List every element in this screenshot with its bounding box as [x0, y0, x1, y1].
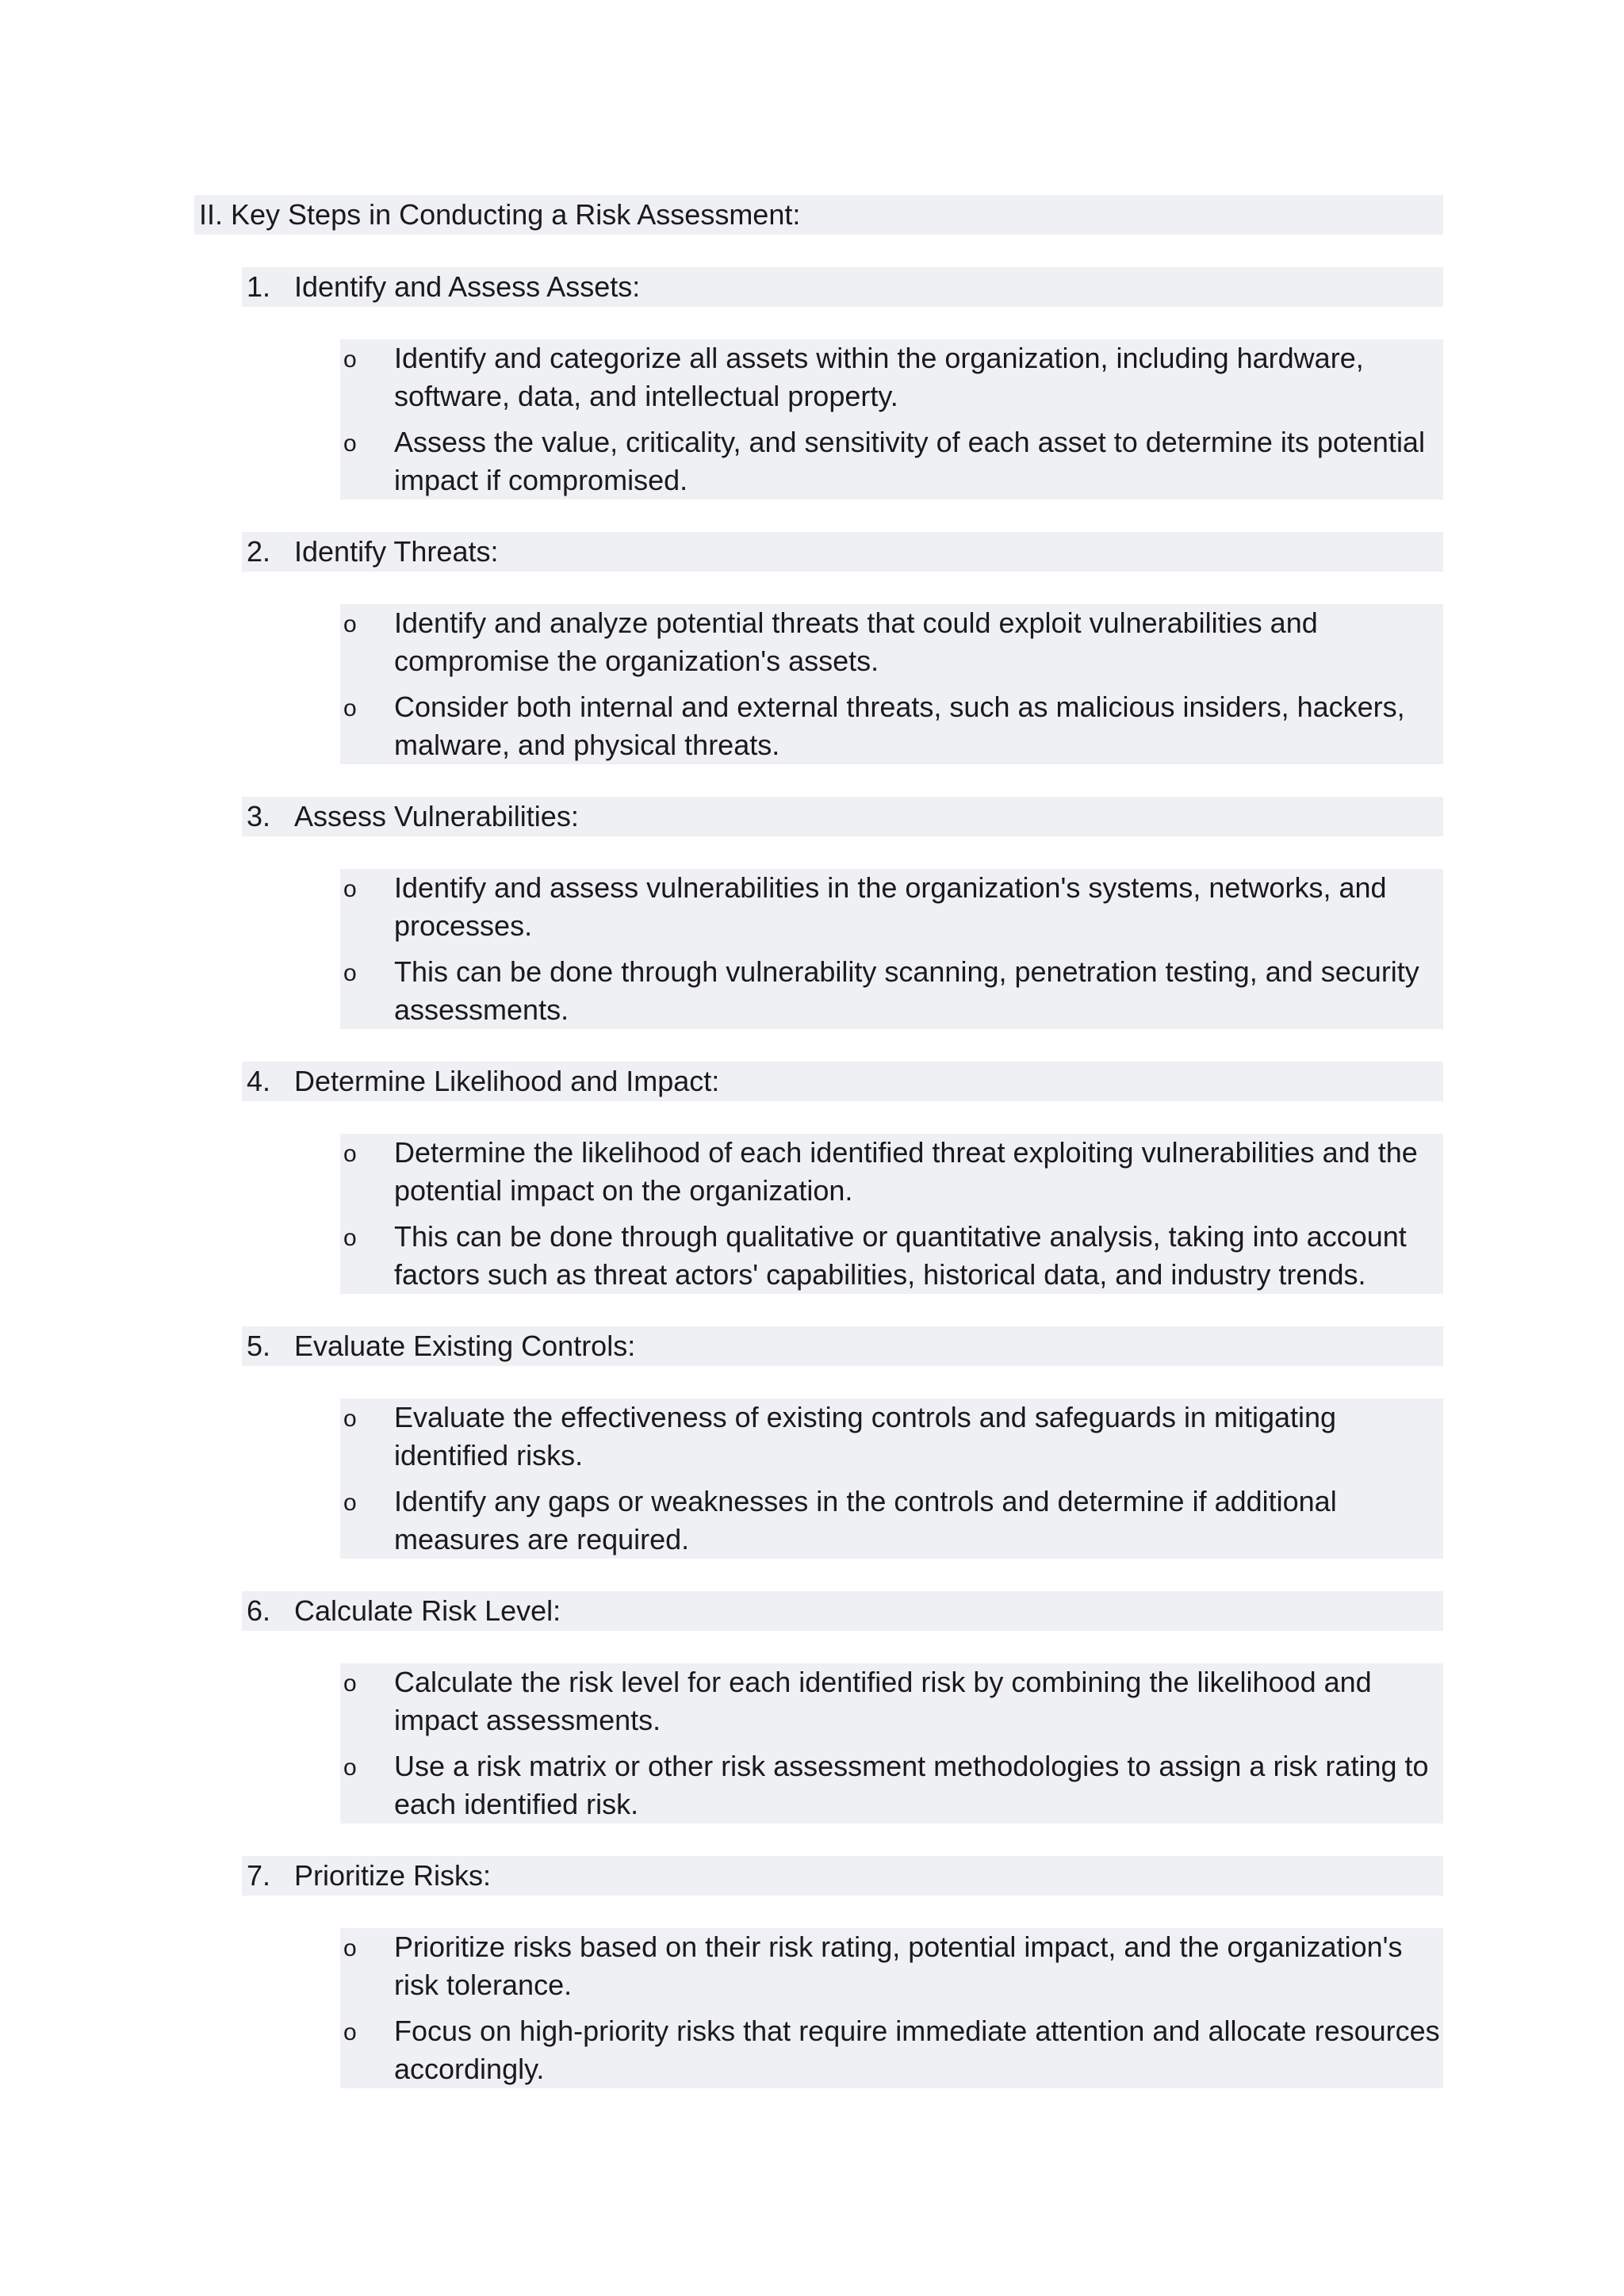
list-item	[340, 2012, 1443, 2088]
bullet-text: Identify and analyze potential threats that could exploit vulnerabilities and compromise the organization's assets.	[394, 607, 1318, 677]
step-title: Identify and Assess Assets:	[294, 270, 641, 303]
bullet-icon: o	[343, 1225, 357, 1251]
step-heading	[242, 797, 1443, 836]
step-number: 4.	[247, 1065, 271, 1097]
bullet-icon: o	[343, 1141, 357, 1167]
list-item	[340, 869, 1443, 945]
step-number: 3.	[247, 800, 271, 832]
bullet-text: Assess the value, criticality, and sensitivity of each asset to determine its potential impact if compromised.	[394, 426, 1425, 496]
bullet-list	[340, 1663, 1443, 1823]
bullet-icon: o	[343, 2019, 357, 2045]
bullet-text: Focus on high-priority risks that require immediate attention and allocate resources accordingly.	[394, 2015, 1440, 2085]
bullet-text: Evaluate the effectiveness of existing controls and safeguards in mitigating identified risks.	[394, 1401, 1337, 1471]
bullet-icon: o	[343, 876, 357, 902]
step-number: 6.	[247, 1594, 271, 1627]
list-item	[340, 1747, 1443, 1823]
list-item	[340, 1483, 1443, 1559]
bullet-icon: o	[343, 1755, 357, 1781]
bullet-text: Use a risk matrix or other risk assessment methodologies to assign a risk rating to each identified risk.	[394, 1750, 1429, 1820]
step-title: Calculate Risk Level:	[294, 1594, 561, 1627]
step-number: 2.	[247, 535, 271, 568]
list-item	[340, 423, 1443, 499]
bullet-list	[340, 1928, 1443, 2088]
step-number: 5.	[247, 1330, 271, 1362]
bullet-icon: o	[343, 1490, 357, 1516]
list-item	[340, 1663, 1443, 1739]
bullet-text: Prioritize risks based on their risk rating, potential impact, and the organization's risk tolerance.	[394, 1931, 1403, 2001]
bullet-icon: o	[343, 1406, 357, 1432]
bullet-text: Identify any gaps or weaknesses in the controls and determine if additional measures are required.	[394, 1485, 1337, 1556]
step-heading	[242, 267, 1443, 307]
bullet-icon: o	[343, 695, 357, 721]
bullet-icon: o	[343, 1935, 357, 1961]
list-item	[340, 1399, 1443, 1475]
step-title: Prioritize Risks:	[294, 1859, 492, 1892]
bullet-text: Consider both internal and external threats, such as malicious insiders, hackers, malware, and physical threats.	[394, 691, 1405, 761]
bullet-icon: o	[343, 430, 357, 457]
bullet-list	[340, 1134, 1443, 1294]
bullet-text: Calculate the risk level for each identified risk by combining the likelihood and impact assessments.	[394, 1666, 1372, 1736]
bullet-text: This can be done through qualitative or quantitative analysis, taking into account factors such as threat actors' capabilities, historical data, and industry trends.	[394, 1220, 1407, 1291]
step-title: Assess Vulnerabilities:	[294, 800, 579, 832]
list-item	[340, 1928, 1443, 2004]
list-item	[340, 953, 1443, 1029]
bullet-text: This can be done through vulnerability scanning, penetration testing, and security assessments.	[394, 955, 1419, 1026]
step-number: 7.	[247, 1859, 271, 1892]
step-heading	[242, 1591, 1443, 1631]
bullet-text: Identify and assess vulnerabilities in the organization's systems, networks, and processes.	[394, 871, 1387, 942]
section-heading: II. Key Steps in Conducting a Risk Assessment:	[194, 195, 1443, 235]
bullet-list	[340, 1399, 1443, 1559]
bullet-icon: o	[343, 1670, 357, 1697]
bullet-list	[340, 339, 1443, 499]
step-heading	[242, 1062, 1443, 1101]
bullet-text: Identify and categorize all assets within the organization, including hardware, software, data, and intellectual property.	[394, 342, 1364, 412]
document-content	[194, 195, 1443, 2088]
bullet-icon: o	[343, 960, 357, 986]
step-heading	[242, 1856, 1443, 1896]
step-title: Determine Likelihood and Impact:	[294, 1065, 720, 1097]
bullet-list	[340, 869, 1443, 1029]
bullet-list	[340, 604, 1443, 764]
step-heading	[242, 1326, 1443, 1366]
list-item	[340, 1134, 1443, 1210]
list-item	[340, 1218, 1443, 1294]
list-item	[340, 604, 1443, 680]
step-number: 1.	[247, 270, 271, 303]
step-heading	[242, 532, 1443, 572]
list-item	[340, 339, 1443, 415]
bullet-icon: o	[343, 611, 357, 637]
bullet-text: Determine the likelihood of each identified threat exploiting vulnerabilities and the potential impact on the organization.	[394, 1136, 1418, 1207]
step-title: Identify Threats:	[294, 535, 499, 568]
step-title: Evaluate Existing Controls:	[294, 1330, 636, 1362]
bullet-icon: o	[343, 346, 357, 373]
list-item	[340, 688, 1443, 764]
